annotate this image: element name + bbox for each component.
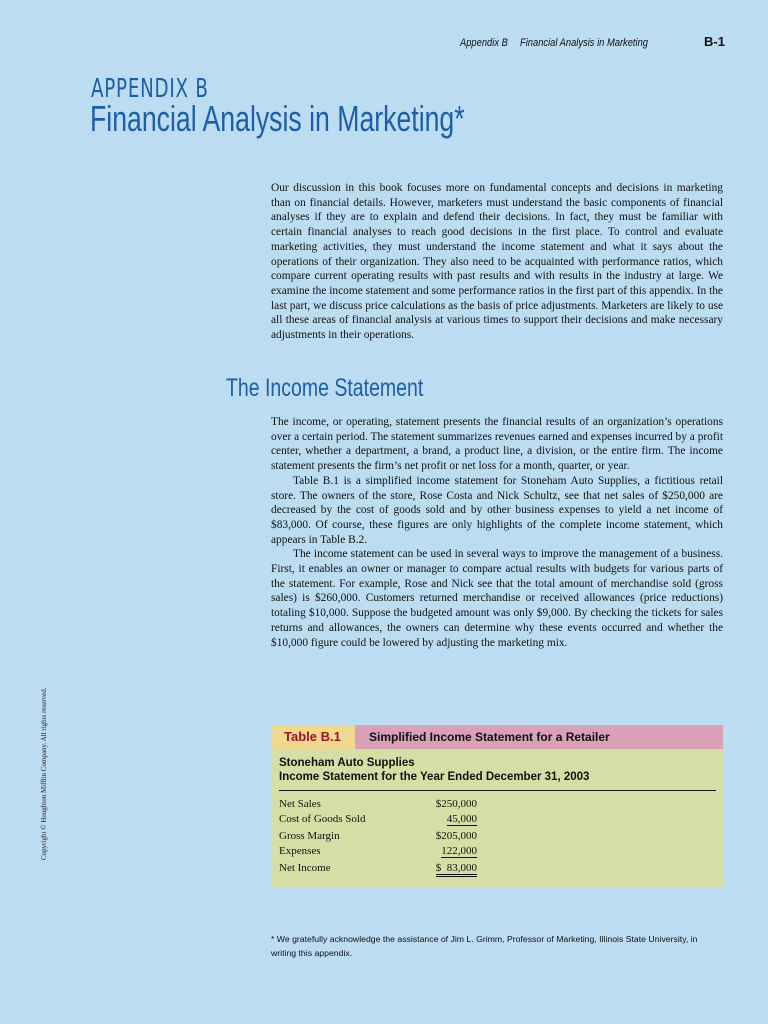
row-label: Net Income — [279, 862, 331, 874]
row-value — [419, 829, 477, 844]
row-value-text: $ 83,000 — [436, 862, 477, 877]
row-label: Cost of Goods Sold — [279, 813, 366, 825]
row-value-text: 45,000 — [446, 813, 477, 825]
row-value — [419, 844, 477, 859]
table-row — [279, 812, 723, 827]
row-value-text: 122,000 — [441, 845, 477, 857]
row-label: Expenses — [279, 845, 321, 857]
table-row — [279, 797, 723, 812]
income-statement-text — [271, 415, 723, 650]
intro-paragraph — [271, 181, 723, 343]
table-row — [279, 861, 723, 876]
row-value-text: $205,000 — [435, 830, 477, 842]
footnote: * We gratefully acknowledge the assistance of Jim L. Grimm, Professor of Marketing, Illinois State University, in writing this appendix. — [271, 934, 698, 958]
row-value-text: $250,000 — [435, 798, 477, 810]
copyright-notice: Copyright © Houghton Mifflin Company. All rights reserved. — [40, 687, 48, 860]
row-value — [419, 861, 477, 876]
income-paragraph-1: The income, or operating, statement presents the financial results of an organization’s operations over a certain period. The statement summarizes revenues earned and expenses incurred by a profit center, whether a department, a brand, a product line, a division, or the entire firm. The income statement presents the firm’s net profit or net loss for a month, quarter, or year. — [271, 416, 723, 473]
row-value — [419, 797, 477, 812]
table-rule — [279, 790, 716, 791]
section-heading: The Income Statement — [226, 374, 424, 402]
running-head-part: Appendix B — [460, 37, 508, 49]
appendix-title: Financial Analysis in Marketing* — [90, 98, 465, 139]
table-header — [271, 725, 723, 749]
statement-title: Income Statement for the Year Ended December 31, 2003 — [279, 771, 590, 783]
table-row — [279, 844, 723, 859]
appendix-label: APPENDIX B — [91, 74, 209, 104]
row-value — [419, 812, 477, 827]
row-label: Net Sales — [279, 798, 321, 810]
intro-text: Our discussion in this book focuses more on fundamental concepts and decisions in marketing than on financial details. However, marketers must understand the basic components of financial analyses if they are to explain and defend their decisions. In fact, they must be familiar with certain financial analyses to reach good decisions in the first place. To control and evaluate marketing activities, they must understand the income statement and what it says about the operations of their organization. They also need to be acquainted with performance ratios, which compare current operating results with past results and with results in the industry at large. We examine the income statement and some performance ratios in the first part of this appendix. In the last part, we discuss price calculations as the basis of price adjustments. Marketers are likely to use all these areas of financial analysis at various times to support their decisions and make necessary adjustments in their operations. — [271, 182, 723, 342]
table-caption: Simplified Income Statement for a Retailer — [355, 725, 723, 749]
running-head — [460, 34, 725, 49]
table-number: Table B.1 — [271, 725, 355, 749]
table-company-block — [279, 756, 723, 784]
page-number: B-1 — [704, 34, 725, 49]
company-name: Stoneham Auto Supplies — [279, 757, 415, 769]
table-row — [279, 829, 723, 844]
table-rows — [279, 797, 723, 876]
income-paragraph-3: The income statement can be used in several ways to improve the management of a business. First, it enables an owner or manager to compare actual results with budgets for various parts of the statement. For example, Rose and Nick see that the total amount of merchandise sold (gross sales) is $260,000. Customers returned merchandise or received allowances (price reductions) totaling $10,000. Suppose the budgeted amount was only $9,000. By checking the tickets for sales returns and allowances, the owners can determine why these events occurred and whether the $10,000 figure could be lowered by adjusting the marketing mix. — [271, 548, 723, 649]
income-paragraph-2: Table B.1 is a simplified income statement for Stoneham Auto Supplies, a fictitious retail store. The owners of the store, Rose Costa and Nick Schultz, see that net sales of $250,000 are decreased by the cost of goods sold and by other business expenses to yield a net income of $83,000. Of course, these figures are only highlights of the complete income statement, which appears in Table B.2. — [271, 474, 723, 546]
running-head-title: Financial Analysis in Marketing — [520, 37, 649, 49]
row-label: Gross Margin — [279, 830, 340, 842]
income-table — [271, 725, 723, 888]
